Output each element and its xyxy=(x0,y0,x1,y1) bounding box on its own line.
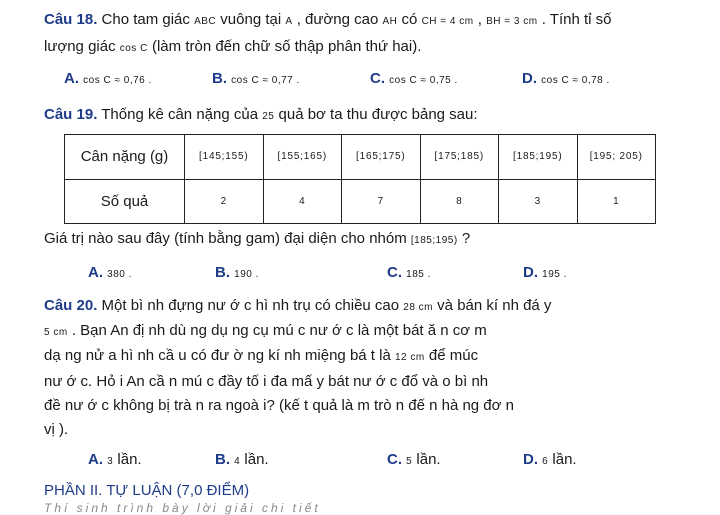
q18-number: Câu 18. xyxy=(44,11,98,28)
table-cell: [155;165) xyxy=(263,135,342,180)
table-row xyxy=(65,179,656,224)
option-value: cos C ≈ 0,78 . xyxy=(541,75,610,86)
table-cell: [185;195) xyxy=(499,135,578,180)
table-cell: 8 xyxy=(420,179,499,224)
option-value: 380 . xyxy=(107,269,132,280)
option-number: 4 xyxy=(234,456,241,467)
q18-comma: , xyxy=(473,11,487,28)
table-header-weight: Cân nặng (g) xyxy=(65,135,185,180)
option-number: 3 xyxy=(107,456,114,467)
q19-option-b[interactable] xyxy=(215,264,259,281)
q20-diameter: 12 cm xyxy=(394,352,425,363)
q19-question-mark: ? xyxy=(457,230,471,247)
table-cell: 3 xyxy=(499,179,578,224)
option-label: D. xyxy=(523,264,538,281)
q19-question-text: Giá trị nào sau đây (tính bằng gam) đại diện cho nhóm xyxy=(44,230,411,247)
option-unit: lần. xyxy=(240,451,269,468)
q18-cosc: cos C xyxy=(119,43,148,54)
table-cell: [195; 205) xyxy=(577,135,656,180)
q20-height: 28 cm xyxy=(403,302,434,313)
option-label: A. xyxy=(88,264,103,281)
q18-ch: CH = 4 cm xyxy=(421,16,474,27)
option-label: C. xyxy=(387,451,402,468)
option-value: cos C ≈ 0,76 . xyxy=(83,75,152,86)
table-row xyxy=(65,135,656,180)
q20-number: Câu 20. xyxy=(44,297,98,314)
option-number: 6 xyxy=(542,456,549,467)
q19-number: Câu 19. xyxy=(44,106,98,123)
option-label: B. xyxy=(212,70,227,87)
section-heading: PHẦN II. TỰ LUẬN (7,0 ĐIỂM) xyxy=(44,482,250,499)
table-header-count: Số quả xyxy=(65,179,185,224)
q20-line5: đề nư ớ c không bị trà n ra ngoà i? (kế t quả là m trò n đế n hà ng đơ n xyxy=(44,397,514,414)
table-cell: 7 xyxy=(342,179,421,224)
option-number: 5 xyxy=(406,456,413,467)
table-cell: 4 xyxy=(263,179,342,224)
q20-line1 xyxy=(44,297,678,314)
option-value: 190 . xyxy=(234,269,259,280)
q18-option-c[interactable] xyxy=(370,70,458,87)
q19-count: 25 xyxy=(262,111,275,122)
q19-group: [185;195) xyxy=(410,235,458,246)
weight-table xyxy=(64,134,656,224)
q20-text: dạ ng nử a hì nh cầ u có đư ờ ng kí nh miệng bá t là xyxy=(44,347,395,364)
q18-line2 xyxy=(44,38,421,55)
q20-radius: 5 cm xyxy=(44,327,68,338)
q20-text: Một bì nh đựng nư ớ c hì nh trụ có chiều cao xyxy=(97,297,404,314)
option-unit: lần. xyxy=(113,451,142,468)
q18-bh: BH = 3 cm xyxy=(486,16,538,27)
q20-option-c[interactable] xyxy=(387,451,441,468)
table-cell: [145;155) xyxy=(185,135,264,180)
q20-option-a[interactable] xyxy=(88,451,142,468)
q18-text: , đường cao xyxy=(292,11,383,28)
q20-line2 xyxy=(44,322,487,339)
q19-text: Thống kê cân nặng của xyxy=(97,106,263,123)
q20-option-d[interactable] xyxy=(523,451,577,468)
q20-line3 xyxy=(44,347,478,364)
option-label: A. xyxy=(88,451,103,468)
option-value: 195 . xyxy=(542,269,567,280)
q18-text: Cho tam giác xyxy=(97,11,195,28)
q18-vertex: A xyxy=(285,16,293,27)
q20-option-b[interactable] xyxy=(215,451,269,468)
q20-text: . Bạn An đị nh dù ng dụ ng cụ mú c nư ớ c là một bát ă n cơ m xyxy=(67,322,487,339)
q18-text: (làm tròn đến chữ số thập phân thứ hai). xyxy=(147,38,422,55)
table-cell: [175;185) xyxy=(420,135,499,180)
q18-option-b[interactable] xyxy=(212,70,300,87)
cutoff-text: Thí sinh trình bày lời giải chi tiết xyxy=(44,501,321,515)
q19-option-a[interactable] xyxy=(88,264,132,281)
option-label: B. xyxy=(215,264,230,281)
option-value: cos C ≈ 0,77 . xyxy=(231,75,300,86)
q18-line1 xyxy=(44,11,612,28)
option-label: C. xyxy=(370,70,385,87)
option-label: C. xyxy=(387,264,402,281)
table-cell: 2 xyxy=(185,179,264,224)
option-value: 185 . xyxy=(406,269,431,280)
q18-text: . Tính tỉ số xyxy=(537,11,612,28)
q19-line1 xyxy=(44,106,478,123)
q18-altitude: AH xyxy=(382,16,398,27)
q19-text: quả bơ ta thu được bảng sau: xyxy=(274,106,478,123)
q19-option-c[interactable] xyxy=(387,264,431,281)
option-label: D. xyxy=(523,451,538,468)
q20-line4: nư ớ c. Hỏ i An cầ n mú c đầy tố i đa mấ y bát nư ớ c đổ và o bì nh xyxy=(44,373,489,390)
q19-question xyxy=(44,230,470,247)
q18-text: có xyxy=(397,11,422,28)
option-unit: lần. xyxy=(548,451,577,468)
q20-text: và bán kí nh đá y xyxy=(433,297,552,314)
q19-option-d[interactable] xyxy=(523,264,567,281)
q18-option-d[interactable] xyxy=(522,70,610,87)
option-label: A. xyxy=(64,70,79,87)
q18-text: vuông tại xyxy=(216,11,286,28)
option-label: B. xyxy=(215,451,230,468)
q20-text: để múc xyxy=(424,347,479,364)
table-cell: [165;175) xyxy=(342,135,421,180)
q20-line6: vị ). xyxy=(44,421,69,438)
table-cell: 1 xyxy=(577,179,656,224)
q18-triangle: ABC xyxy=(194,16,217,27)
option-value: cos C ≈ 0,75 . xyxy=(389,75,458,86)
option-unit: lần. xyxy=(412,451,441,468)
q18-text: lượng giác xyxy=(44,38,120,55)
q18-option-a[interactable] xyxy=(64,70,152,87)
option-label: D. xyxy=(522,70,537,87)
